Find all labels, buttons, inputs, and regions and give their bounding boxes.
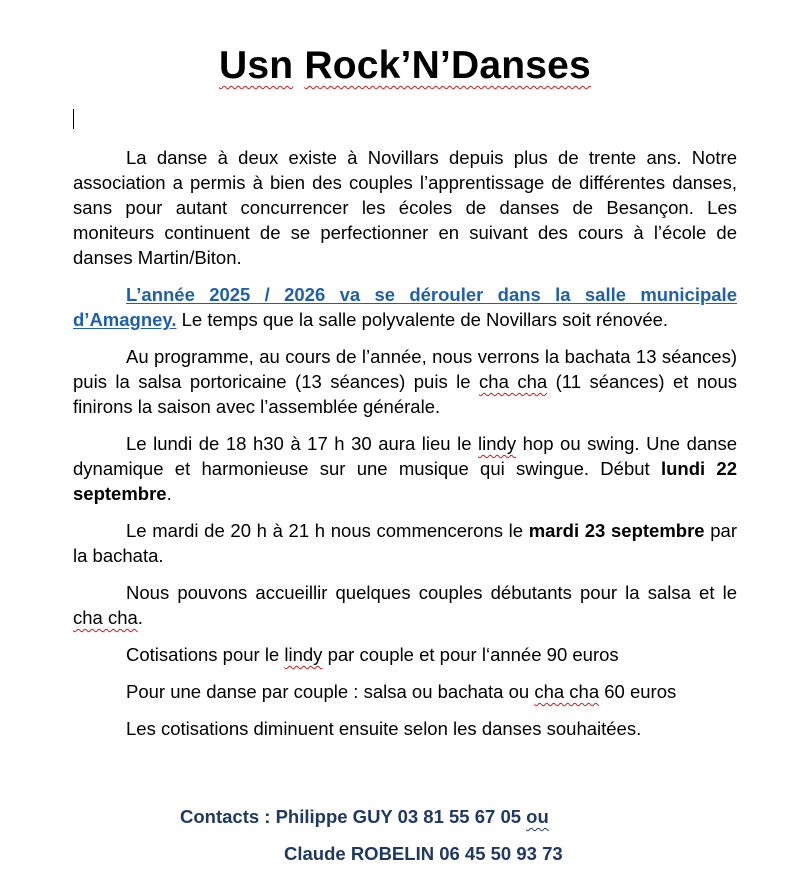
title-word-usn: Usn [219, 44, 294, 87]
monday-start-date: lundi 22 septembre [73, 458, 737, 504]
paragraph-program [73, 344, 737, 419]
monday-text-b: hop ou swing. Une danse dynamique et harmonieuse sur une musique qui swingue. Début [73, 433, 737, 479]
location-text: Le temps que la salle polyvalente de Novillars soit rénovée. [176, 309, 669, 330]
title-word-rockndanses: Rock’N’Danses [304, 44, 591, 87]
fee1-text-b: par couple et pour l‘année 90 euros [322, 644, 619, 665]
contact-ou: ou [526, 806, 549, 827]
fee2-cha-cha: cha cha [534, 681, 600, 702]
fee1-lindy: lindy [284, 644, 323, 665]
beginners-cha-cha: cha cha [73, 607, 138, 628]
program-cha-cha: cha cha [479, 371, 548, 392]
paragraph-intro [73, 145, 737, 270]
fee1-text-a: Cotisations pour le [126, 644, 285, 665]
program-text-a: Au programme, au cours de l’année, nous verrons la bachata 13 séances) puis la salsa portoricaine (13 séances) puis le [73, 346, 737, 392]
document-body [73, 145, 737, 753]
contacts-block [0, 798, 787, 872]
tuesday-text-a: Le mardi de 20 h à 21 h nous commencerons le [126, 520, 529, 541]
contact-philippe-text: Contacts : Philippe GUY 03 81 55 67 05 [180, 806, 527, 827]
location-link[interactable]: L’année 2025 / 2026 va se dérouler dans la salle municipale d’Amagney. [73, 284, 737, 330]
beginners-text-a: Nous pouvons accueillir quelques couples débutants pour la salsa et le [126, 582, 737, 603]
program-text-b: (11 séances) et nous finirons la saison avec l’assemblée générale. [73, 371, 738, 417]
paragraph-beginners [73, 580, 737, 630]
fee2-text-a: Pour une danse par couple : salsa ou bachata ou [126, 681, 535, 702]
paragraph-location [73, 282, 737, 332]
paragraph-fee-lindy [73, 642, 737, 667]
contact-line-philippe [0, 798, 787, 835]
contact-line-claude [0, 835, 787, 872]
monday-end: . [166, 483, 172, 504]
tuesday-start-date: mardi 23 septembre [528, 520, 705, 541]
contact-claude-text: Claude ROBELIN 06 45 50 93 73 [284, 843, 563, 864]
tuesday-text-b: par la bachata. [73, 520, 737, 566]
fee2-text-b: 60 euros [599, 681, 677, 702]
fee3-text: Les cotisations diminuent ensuite selon les danses souhaitées. [126, 718, 642, 739]
document-title [0, 44, 787, 88]
paragraph-fee-single-dance [73, 679, 737, 704]
paragraph-monday [73, 431, 737, 506]
monday-text-a: Le lundi de 18 h30 à 17 h 30 aura lieu le [126, 433, 479, 454]
text-cursor [73, 109, 74, 129]
paragraph-fee-discount [73, 716, 737, 741]
beginners-end: . [137, 607, 143, 628]
paragraph-tuesday [73, 518, 737, 568]
monday-lindy: lindy [478, 433, 517, 454]
intro-text: La danse à deux existe à Novillars depuis plus de trente ans. Notre association a permis à bien des couples l’apprentissage de différentes danses, sans pour autant concurrencer les écoles de danses de Besançon. Les moniteurs continuent de se perfectionner en suivant des cours à l’école de danses Martin/Biton. [73, 147, 737, 268]
